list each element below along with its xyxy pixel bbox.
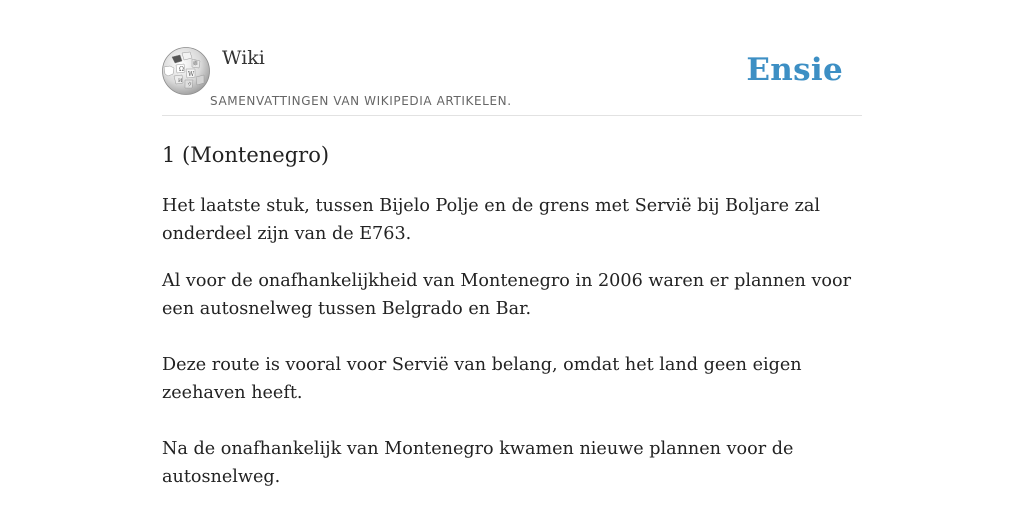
- svg-text:Ω: Ω: [179, 66, 184, 73]
- article-paragraph: Na de onafhankelijk van Montenegro kwamen nieuwe plannen voor de autosnelweg.: [162, 439, 794, 487]
- svg-text:維: 維: [193, 61, 199, 67]
- article-title: 1 (Montenegro): [162, 143, 330, 167]
- site-tagline: SAMENVATTINGEN VAN WIKIPEDIA ARTIKELEN.: [210, 94, 512, 108]
- svg-text:ウ: ウ: [187, 82, 193, 88]
- article-paragraph: Deze route is vooral voor Servië van belang, omdat het land geen eigen zeehaven heeft.: [162, 355, 802, 403]
- wikipedia-globe-graphic: [162, 47, 210, 95]
- ensie-brand-link[interactable]: Ensie: [746, 52, 843, 88]
- article-paragraph: Het laatste stuk, tussen Bijelo Polje en de grens met Servië bij Boljare zal onderdeel zijn van de E763.: [162, 196, 820, 244]
- svg-text:И: И: [178, 78, 183, 84]
- article-paragraph: Al voor de onafhankelijkheid van Montenegro in 2006 waren er plannen voor een autosnelweg tussen Belgrado en Bar.: [162, 271, 851, 319]
- site-name-link[interactable]: Wiki: [222, 47, 265, 69]
- header-divider: [162, 115, 862, 116]
- svg-text:W: W: [188, 71, 195, 78]
- wikipedia-globe-icon[interactable]: [162, 47, 210, 95]
